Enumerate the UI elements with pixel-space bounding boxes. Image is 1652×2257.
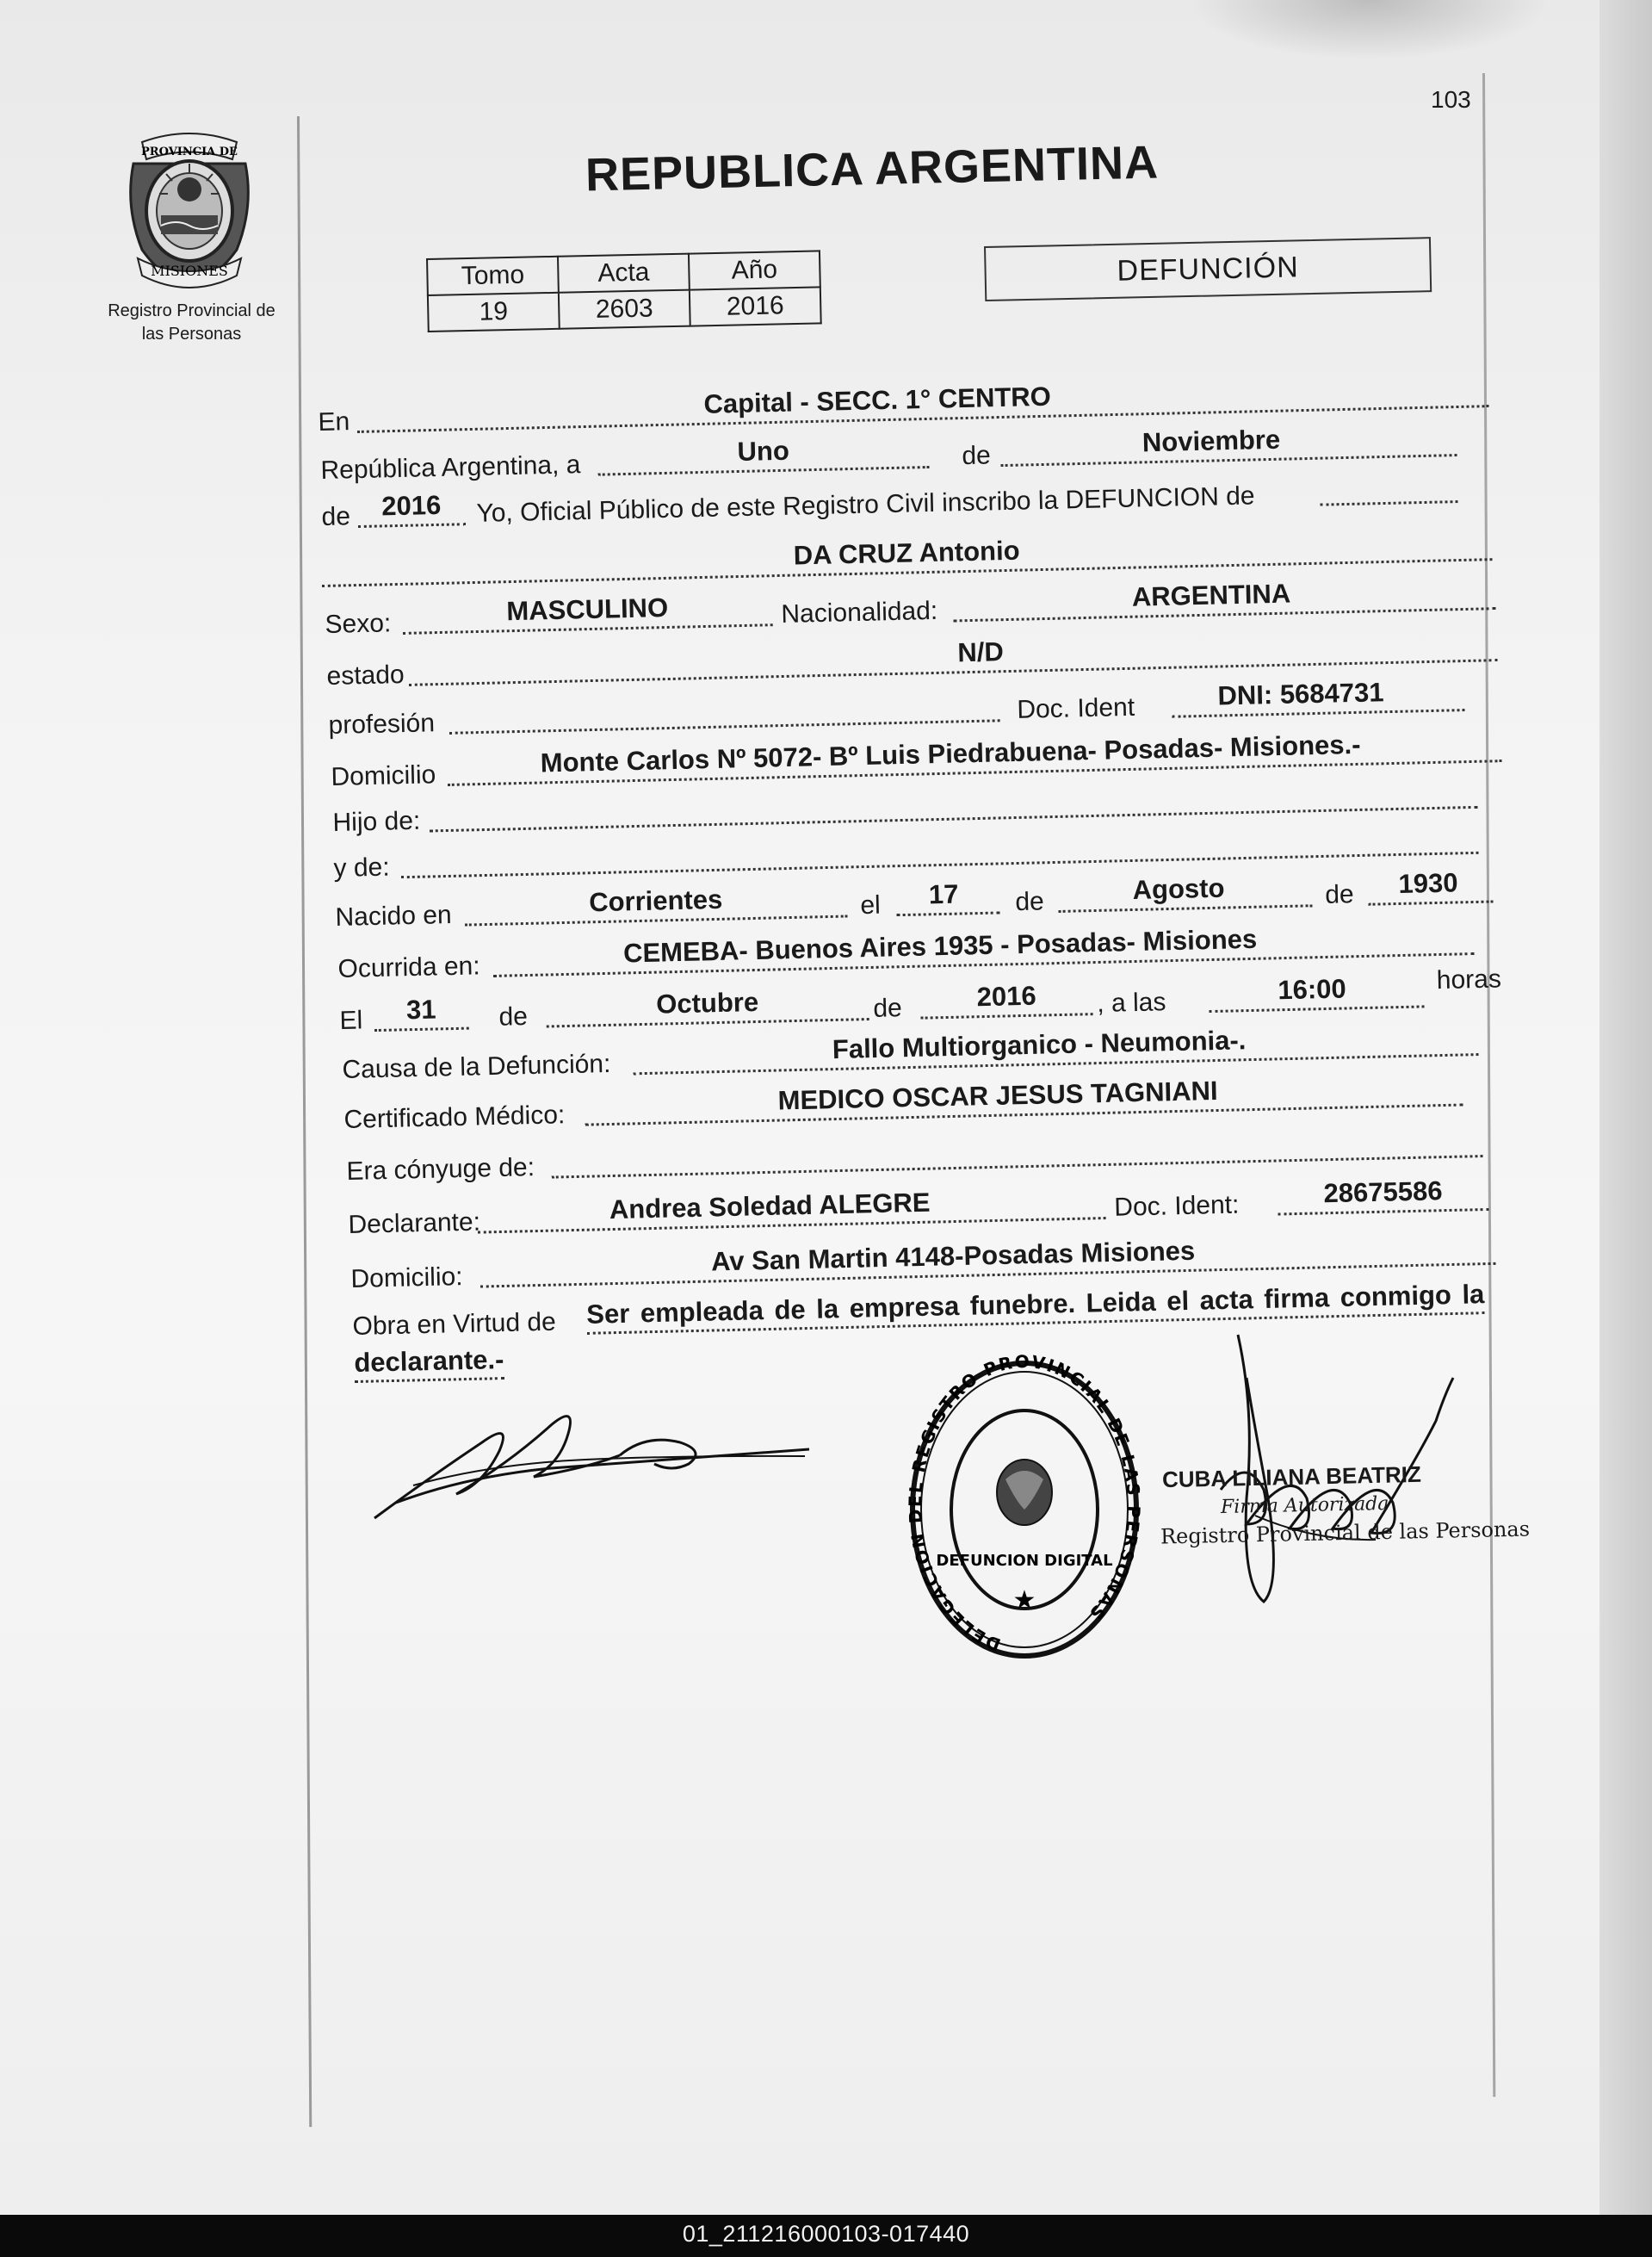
inscription-text: Yo, Oficial Público de este Registro Civil inscribo la DEFUNCION de <box>476 481 1255 528</box>
death-month: Octubre <box>655 986 759 1020</box>
svg-text:PROVINCIA DE: PROVINCIA DE <box>141 146 238 158</box>
declarante-label: Declarante: <box>348 1207 481 1240</box>
death-day: 31 <box>405 994 436 1026</box>
yde-label: y de: <box>333 853 390 884</box>
death-year-dotted-line <box>921 1013 1093 1020</box>
registry-label <box>86 300 297 346</box>
anio-value: 2016 <box>690 287 821 326</box>
nacionalidad-label: Nacionalidad: <box>781 596 938 629</box>
birth-de1-label: de <box>1014 887 1045 917</box>
document-type: DEFUNCIÓN <box>1117 250 1300 288</box>
scan-shadow <box>1188 0 1550 60</box>
en-value: Capital - SECC. 1° CENTRO <box>703 381 1052 419</box>
conyuge-label: Era cónyuge de: <box>346 1153 535 1187</box>
acta-value: 2603 <box>559 290 690 329</box>
official-role: Firma Autorizada <box>1220 1492 1389 1519</box>
doc-ident2-label: Doc. Ident: <box>1113 1190 1240 1222</box>
page-number: 103 <box>1431 86 1471 113</box>
registry-label-line2: las Personas <box>141 325 242 344</box>
causa-value: Fallo Multiorganico - Neumonia-. <box>832 1025 1247 1065</box>
registry-label-line1: Registro Provincial de <box>108 301 275 320</box>
domicilio-value: Monte Carlos Nº 5072- Bº Luis Piedrabuena- Posadas- Misiones.- <box>540 729 1361 778</box>
birth-year: 1930 <box>1398 867 1458 899</box>
svg-text:DEFUNCION DIGITAL: DEFUNCION DIGITAL <box>936 1552 1113 1570</box>
tomo-value: 19 <box>428 293 560 332</box>
death-time: 16:00 <box>1277 973 1347 1006</box>
birth-month: Agosto <box>1132 872 1225 905</box>
el-label: el <box>860 890 882 921</box>
day-word: Uno <box>737 435 790 468</box>
nacido-label: Nacido en <box>335 900 452 933</box>
alas-label: , a las <box>1096 988 1166 1019</box>
nacionalidad-value: ARGENTINA <box>1131 578 1291 612</box>
official-name: CUBA LILIANA BEATRIZ <box>1161 1460 1422 1493</box>
birth-de2-label: de <box>1324 880 1355 909</box>
year-prefix-label: de <box>321 502 351 532</box>
record-table <box>426 250 822 332</box>
death-de1-label: de <box>498 1002 529 1032</box>
record-table-value-row <box>428 287 821 332</box>
acta-header: Acta <box>558 254 690 293</box>
tomo-header: Tomo <box>427 257 559 295</box>
official-stamp <box>904 1350 1145 1669</box>
doc-ident2-value: 28675586 <box>1323 1175 1443 1209</box>
certificado-value: MEDICO OSCAR JESUS TAGNIANI <box>777 1075 1218 1116</box>
deceased-name: DA CRUZ Antonio <box>793 535 1020 571</box>
republica-label: República Argentina, a <box>320 450 581 486</box>
declarante-value: Andrea Soledad ALEGRE <box>609 1187 931 1225</box>
de-label: de <box>961 441 992 471</box>
ocurrida-label: Ocurrida en: <box>337 952 480 984</box>
document-type-box <box>984 237 1432 301</box>
domicilio2-value: Av San Martin 4148-Posadas Misiones <box>710 1235 1196 1277</box>
hijo-label: Hijo de: <box>332 806 421 838</box>
official-office: Registro Provincial de las Personas <box>1160 1516 1531 1549</box>
sexo-label: Sexo: <box>325 609 392 640</box>
estado-value: N/D <box>957 636 1005 668</box>
death-day-dotted-line <box>374 1027 469 1032</box>
registry-stamp-icon <box>904 1350 1145 1669</box>
declarant-signature-icon <box>362 1382 826 1528</box>
en-label: En <box>318 407 350 437</box>
estado-label: estado <box>326 660 405 691</box>
month-word: Noviembre <box>1142 424 1281 458</box>
svg-text:DELEGACION DEL REGISTRO PROVIN: DELEGACION DEL REGISTRO PROVINCIAL DE LAS PERSONAS <box>904 1350 1145 1656</box>
inscription-dotted-line <box>1320 500 1457 506</box>
obra-value-line2: declarante.- <box>354 1344 504 1383</box>
death-de2-label: de <box>873 994 903 1023</box>
profesion-label: profesión <box>328 709 436 741</box>
horas-label: horas <box>1436 964 1502 995</box>
nacido-value: Corrientes <box>588 884 723 918</box>
sexo-value: MASCULINO <box>505 592 669 627</box>
page-title: REPUBLICA ARGENTINA <box>585 136 1160 202</box>
svg-text:MISIONES: MISIONES <box>151 263 228 279</box>
causa-label: Causa de la Defunción: <box>342 1049 611 1085</box>
domicilio2-label: Domicilio: <box>350 1262 463 1294</box>
anio-header: Año <box>689 251 820 289</box>
birth-day-dotted-line <box>897 911 1000 916</box>
year-value: 2016 <box>381 489 442 522</box>
paper-edge <box>1599 0 1652 2215</box>
el2-label: El <box>339 1006 363 1036</box>
domicilio-label: Domicilio <box>331 760 436 792</box>
doc-ident-label: Doc. Ident <box>1016 692 1135 724</box>
svg-text:★: ★ <box>1012 1585 1036 1615</box>
ocurrida-value: CEMEBA- Buenos Aires 1935 - Posadas- Misiones <box>622 923 1258 969</box>
file-id: 01_211216000103-017440 <box>682 2221 970 2247</box>
year-dotted-line <box>358 523 466 528</box>
provincial-seal-icon <box>116 129 263 288</box>
official-signature-block <box>1152 1455 1531 1628</box>
doc-ident-value: DNI: 5684731 <box>1217 677 1384 711</box>
obra-label: Obra en Virtud de <box>352 1307 557 1342</box>
obra-value-line1: Ser empleada de la empresa funebre. Leida el acta firma conmigo la <box>586 1279 1485 1335</box>
death-year: 2016 <box>976 980 1036 1013</box>
certificado-label: Certificado Médico: <box>343 1101 566 1135</box>
birth-day: 17 <box>928 878 959 910</box>
row-obra-2 <box>354 1337 613 1386</box>
